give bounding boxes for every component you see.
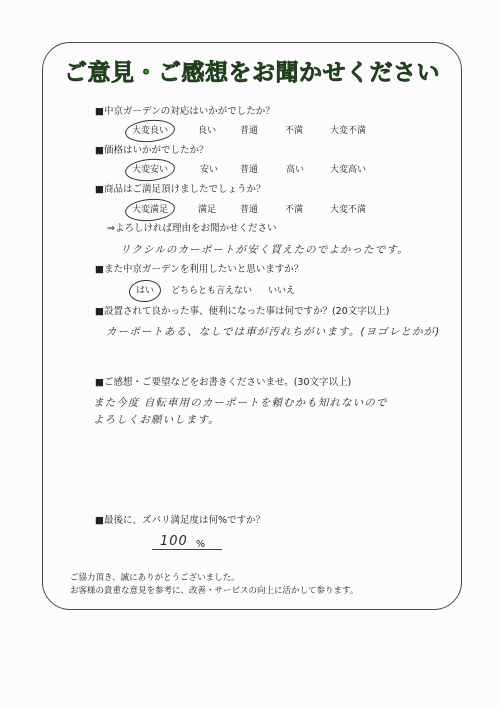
reuse-option-yes: はい <box>136 286 155 296</box>
question-service-options <box>0 125 500 138</box>
product-option-dissatisfied: 不満 <box>285 205 304 215</box>
question-product-options <box>0 204 500 217</box>
footer-note: お客様の貴重な意見を参考に、改善・サービスの向上に活かして参ります。 <box>70 586 359 596</box>
satisfaction-handwritten-value: 100 <box>160 534 188 549</box>
footer-thanks: ご協力頂き、誠にありがとうございました。 <box>70 573 240 583</box>
reuse-option-no: いいえ <box>268 286 296 296</box>
comment-handwritten-line-2: よろしくお願いします。 <box>93 414 220 426</box>
service-option-good: 良い <box>198 126 217 136</box>
question-reuse-label: ■また中京ガーデンを利用したいと思いますか？ <box>95 264 304 275</box>
price-option-very-expensive: 大変高い <box>330 165 367 175</box>
service-option-very-dissatisfied: 大変不満 <box>330 126 367 136</box>
question-satisfaction-label: ■最後に、ズバリ満足度は何%ですか？ <box>95 515 266 526</box>
question-reuse-options <box>0 285 500 298</box>
price-option-expensive: 高い <box>286 165 305 175</box>
service-option-very-good: 大変良い <box>132 126 169 136</box>
service-option-average: 普通 <box>240 126 259 136</box>
benefit-handwritten-answer: カーポートある、なしでは車が汚れちがいます。(ヨゴレとかが) <box>106 326 441 338</box>
form-title: ご意見・ご感想をお聞かせください <box>64 60 440 86</box>
comment-handwritten-line-1: また今度 自転車用のカーポートを頼むかも知れないので <box>93 397 388 409</box>
price-option-very-cheap: 大変安い <box>132 165 169 175</box>
product-option-satisfied: 満足 <box>198 205 217 215</box>
question-comment-label: ■ご感想・ご要望などをお書きくださいませ。(30文字以上) <box>95 377 352 388</box>
reason-handwritten-answer: リクシルのカーポートが安く買えたのでよかったです。 <box>120 244 409 256</box>
question-price-label: ■価格はいかがでしたか？ <box>95 145 209 156</box>
price-option-average: 普通 <box>240 165 259 175</box>
price-option-cheap: 安い <box>200 165 219 175</box>
product-option-very-satisfied: 大変満足 <box>132 205 169 215</box>
satisfaction-underline <box>152 549 222 550</box>
reason-prompt: ⇒よろしければ理由をお聞かせください <box>107 223 277 234</box>
question-price-options <box>0 164 500 177</box>
service-option-dissatisfied: 不満 <box>285 126 304 136</box>
question-service-label: ■中京ガーデンの対応はいかがでしたか？ <box>95 106 275 117</box>
question-benefit-label: ■設置されて良かった事、便利になった事は何ですか？(20文字以上) <box>95 306 390 317</box>
product-option-average: 普通 <box>240 205 259 215</box>
reuse-option-neutral: どちらとも言えない <box>171 286 253 296</box>
question-product-label: ■商品はご満足頂けましたでしょうか？ <box>95 184 266 195</box>
product-option-very-dissatisfied: 大変不満 <box>330 205 367 215</box>
satisfaction-percent-unit: % <box>196 539 206 550</box>
